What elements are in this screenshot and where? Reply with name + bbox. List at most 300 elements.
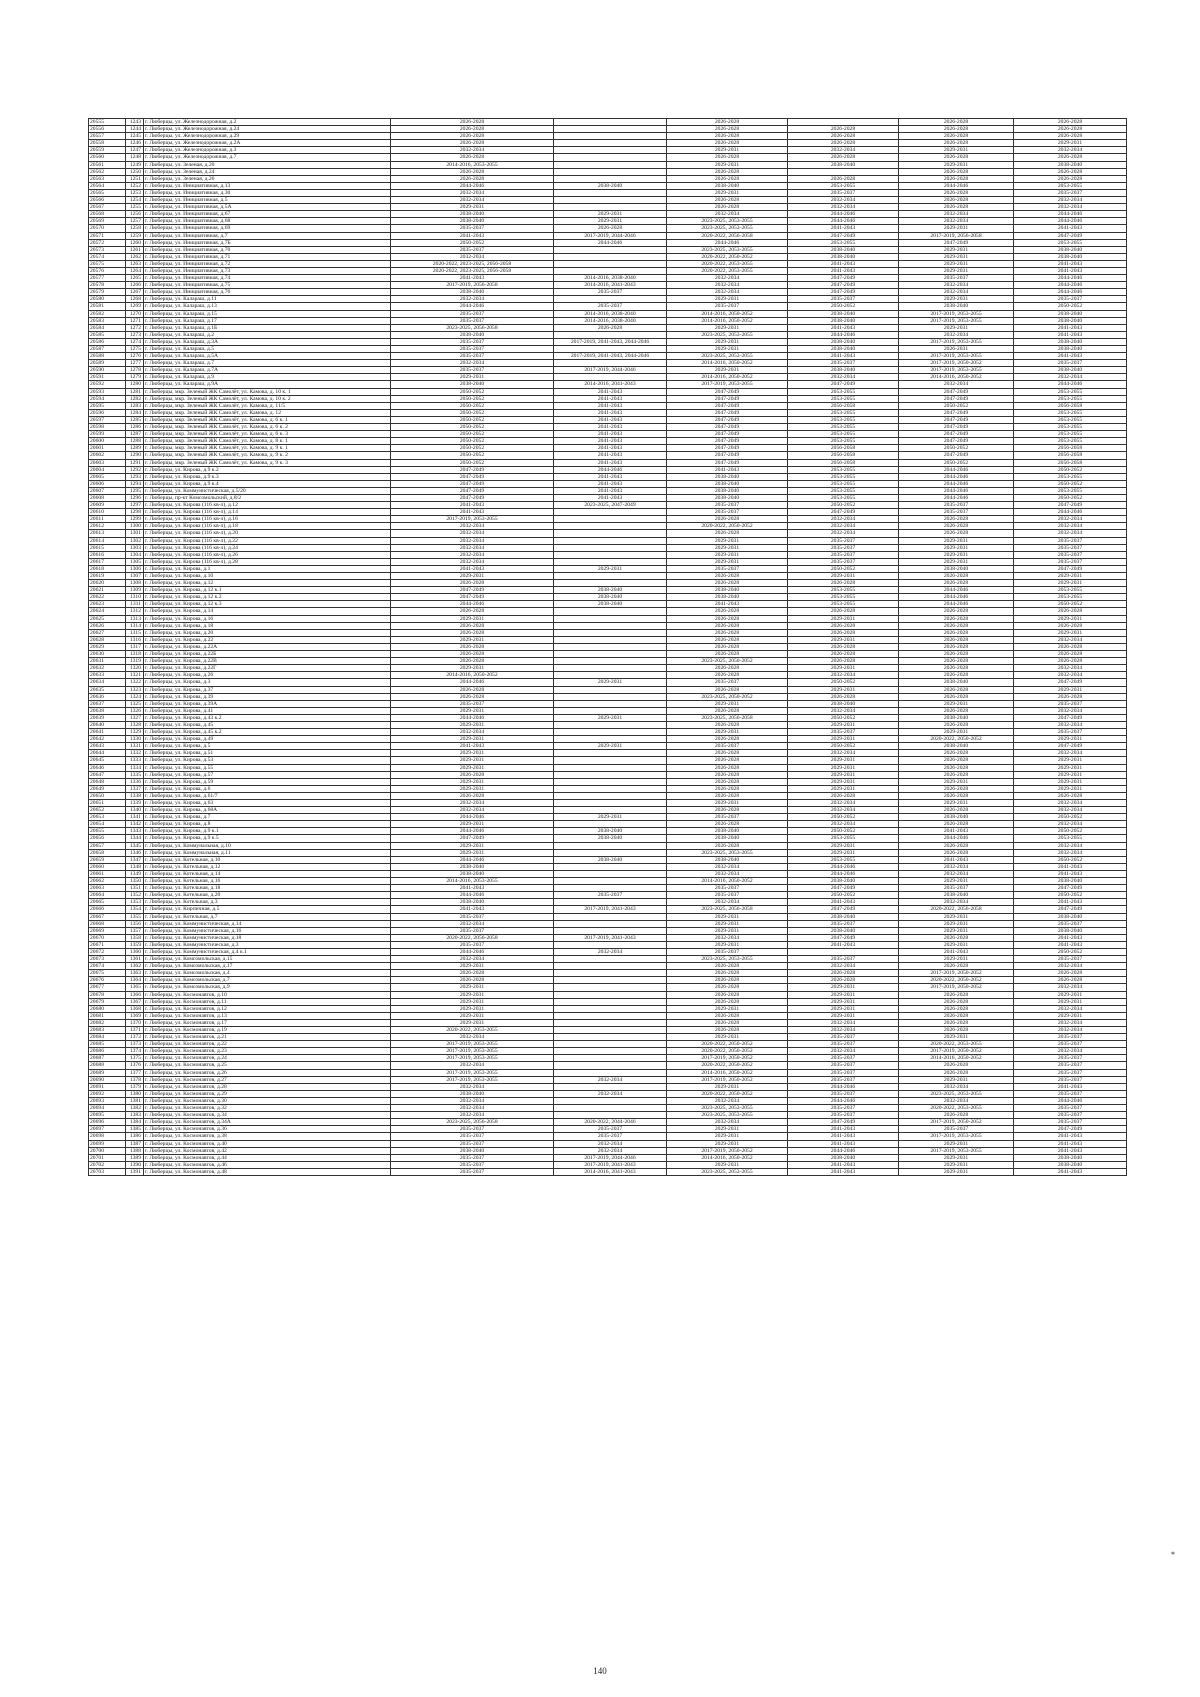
table-cell: 1384 [126,1119,144,1126]
table-row [89,800,1127,807]
table-row [89,253,1127,260]
table-cell: 2050-2052 [1014,814,1127,821]
table-cell: 20564 [89,182,126,189]
table-cell: 2026-2028 [899,998,1014,1005]
table-cell: г. Люберцы, ул. Кирова, д.59 [144,778,391,785]
table-cell [554,168,667,175]
table-cell [554,204,667,211]
table-cell: 20686 [89,1048,126,1055]
table-cell: 1348 [126,863,144,870]
table-cell: 2032-2034 [554,1090,667,1097]
table-cell: 2026-2028 [667,126,788,133]
table-cell: 2023-2025, 2056-2058 [667,906,788,913]
table-cell [554,863,667,870]
table-cell: 2041-2043 [1014,331,1127,338]
table-cell: 2026-2028 [899,175,1014,182]
table-cell: 2041-2043 [667,466,788,473]
table-cell [554,885,667,892]
table-cell: 2032-2034 [1014,807,1127,814]
table-cell: г. Люберцы, ул. Кирова, д.37 [144,686,391,693]
table-cell: 2026-2028 [667,707,788,714]
table-cell: 20633 [89,672,126,679]
table-cell: 2029-2031 [899,551,1014,558]
table-cell: 2029-2031 [391,1005,554,1012]
table-row [89,438,1127,445]
table-cell: 20583 [89,317,126,324]
table-cell: 2029-2031 [788,721,899,728]
table-cell: 2026-2028 [1014,977,1127,984]
table-cell: 1332 [126,750,144,757]
table-cell: 2047-2049 [391,835,554,842]
table-cell: 2026-2028 [391,168,554,175]
table-cell: 2032-2034 [391,729,554,736]
capital-repair-schedule-table [88,118,1127,1176]
table-cell: 1333 [126,757,144,764]
table-cell: г. Люберцы, ул. Кирова, д.68А [144,807,391,814]
table-cell [554,551,667,558]
table-cell: 2038-2040 [1014,913,1127,920]
table-cell: г. Люберцы, ул. Космонавтов, д.44 [144,1154,391,1161]
table-cell: 2050-2052 [788,679,899,686]
table-cell: 2032-2034 [1014,523,1127,530]
table-row [89,672,1127,679]
table-cell: г. Люберцы, ул. Кирова, д.45 [144,721,391,728]
table-cell: 2044-2046 [788,211,899,218]
table-cell: 20571 [89,232,126,239]
table-cell: 1335 [126,771,144,778]
table-cell: 2053-2055 [1014,388,1127,395]
table-cell: 2032-2034 [1014,672,1127,679]
table-cell: 2020-2022, 2050-2052 [667,1062,788,1069]
table-cell: 20570 [89,225,126,232]
table-cell: 2032-2034 [391,189,554,196]
table-cell: 20654 [89,821,126,828]
table-cell: 2029-2031 [391,736,554,743]
table-cell: 2026-2028 [391,580,554,587]
table-cell: г. Люберцы, ул. Кирова, д.5 [144,743,391,750]
table-cell: 2023-2025, 2050-2052 [667,658,788,665]
table-cell: г. Люберцы, ул. Комсомольская, д.17 [144,963,391,970]
table-cell: 2032-2034 [899,1097,1014,1104]
table-cell: 2026-2028 [391,651,554,658]
table-cell: 2032-2034 [788,147,899,154]
table-cell [554,175,667,182]
table-cell: 2032-2034 [667,899,788,906]
table-cell: 2026-2028 [667,672,788,679]
table-cell: 2035-2037 [1014,1069,1127,1076]
table-cell: 2056-2058 [1014,402,1127,409]
table-cell: 2047-2049 [391,473,554,480]
table-cell: 2041-2043 [1014,934,1127,941]
table-cell: г. Люберцы, ул. Кирова, д.7 [144,814,391,821]
table-cell: 20572 [89,239,126,246]
table-cell: 1306 [126,565,144,572]
table-cell: 2029-2031 [899,558,1014,565]
table-cell: 2026-2028 [899,1027,1014,1034]
table-cell [554,253,667,260]
table-cell: 1286 [126,424,144,431]
table-cell: 20689 [89,1069,126,1076]
table-cell: 20678 [89,991,126,998]
table-cell: г. Люберцы, ул. Кирова, д.12 к.3 [144,601,391,608]
table-cell: 2053-2055 [1014,587,1127,594]
table-cell: 1367 [126,998,144,1005]
table-cell: 2026-2028 [788,658,899,665]
table-cell: 2029-2031 [554,743,667,750]
table-cell: 2032-2034 [899,863,1014,870]
table-cell: 2032-2034 [554,948,667,955]
table-cell: г. Люберцы, ул. Инициативная, д.7Б [144,239,391,246]
table-cell: г. Люберцы, ул. Космонавтов, д.29 [144,1090,391,1097]
table-cell: 2032-2034 [788,204,899,211]
table-cell: 2026-2028 [1014,154,1127,161]
table-cell: 2041-2043 [554,416,667,423]
table-cell: 2029-2031 [788,636,899,643]
table-cell: 2053-2055 [788,395,899,402]
table-row [89,189,1127,196]
table-cell: 2029-2031 [899,1168,1014,1175]
table-cell: 2026-2028 [899,615,1014,622]
table-cell: г. Люберцы, ул. Кирова, д.9 к.4 [144,480,391,487]
table-cell: 1281 [126,388,144,395]
table-row [89,707,1127,714]
table-cell: 2038-2040 [788,878,899,885]
table-cell: 2026-2028 [899,1019,1014,1026]
table-cell: г. Люберцы, ул. Кирова, д.26 [144,672,391,679]
table-cell: 1342 [126,821,144,828]
table-cell: 2038-2040 [1014,1154,1127,1161]
table-cell: 20648 [89,778,126,785]
table-cell: 2038-2040 [788,338,899,345]
table-cell: 2056-2058 [788,445,899,452]
table-cell: 2029-2031 [1014,998,1127,1005]
table-row [89,1126,1127,1133]
table-cell: 2050-2052 [788,828,899,835]
table-cell: 20677 [89,984,126,991]
table-cell: 2017-2019, 2053-2055 [391,516,554,523]
table-cell: 2032-2034 [667,282,788,289]
table-cell: 2023-2025, 2050-2052 [667,693,788,700]
table-row [89,509,1127,516]
table-cell: 2014-2016, 2050-2052 [667,1154,788,1161]
table-cell: г. Люберцы, ул. Кирова, д.12 к.1 [144,587,391,594]
table-row [89,565,1127,572]
table-row [89,267,1127,274]
table-cell [554,1005,667,1012]
table-cell: 20660 [89,863,126,870]
table-cell: 2029-2031 [667,941,788,948]
table-cell: 2041-2043 [1014,225,1127,232]
table-cell: 2026-2028 [899,807,1014,814]
table-row [89,502,1127,509]
table-cell: г. Люберцы, ул. Инициативная, д.68 [144,218,391,225]
table-cell: 2026-2028 [391,629,554,636]
table-cell [554,842,667,849]
table-cell: 20577 [89,275,126,282]
table-cell: 20565 [89,189,126,196]
table-cell: 2047-2049 [1014,679,1127,686]
table-cell: 2026-2028 [667,665,788,672]
table-cell: 2032-2034 [788,530,899,537]
table-cell: 2035-2037 [391,338,554,345]
table-cell: 2026-2028 [667,643,788,650]
table-cell: 2026-2028 [667,785,788,792]
table-cell: г. Люберцы, ул. Калараш, д.7 [144,360,391,367]
table-cell: 1299 [126,516,144,523]
table-cell [554,1041,667,1048]
table-cell: г. Люберцы, ул. Инициативная, д.67 [144,211,391,218]
table-cell [554,615,667,622]
table-cell: 2035-2037 [391,1154,554,1161]
table-cell: 1303 [126,544,144,551]
table-cell: 2032-2034 [391,523,554,530]
table-cell: 20679 [89,998,126,1005]
table-cell: 20636 [89,693,126,700]
table-cell: 1359 [126,941,144,948]
table-cell: 2029-2031 [391,963,554,970]
table-cell: г. Люберцы, ул. Кирова, д.43 к.2 [144,714,391,721]
table-cell: 2017-2019, 2053-2055 [391,1048,554,1055]
table-cell: 2029-2031 [667,147,788,154]
table-cell: 2035-2037 [1014,544,1127,551]
table-cell: 20557 [89,133,126,140]
table-cell: 2032-2034 [391,537,554,544]
table-row [89,119,1127,126]
table-cell: 2038-2040 [1014,927,1127,934]
table-cell: 20618 [89,565,126,572]
table-cell: 2017-2019, 2044-2046 [554,1154,667,1161]
table-cell: 20568 [89,211,126,218]
table-cell: 1257 [126,218,144,225]
table-cell: 2041-2043 [788,899,899,906]
table-cell: 2026-2028 [667,140,788,147]
table-cell: 2026-2028 [391,140,554,147]
table-cell: 1349 [126,870,144,877]
table-cell: 2026-2028 [1014,970,1127,977]
table-cell: 2032-2034 [391,296,554,303]
table-cell: 20578 [89,282,126,289]
table-cell [554,878,667,885]
table-cell: 2029-2031 [667,1083,788,1090]
table-cell: 2029-2031 [667,1034,788,1041]
table-cell: 2017-2019, 2050-2052 [667,1076,788,1083]
table-cell: 2044-2046 [554,466,667,473]
table-row [89,636,1127,643]
table-cell: 2014-2016, 2050-2052 [667,1069,788,1076]
table-cell: 2044-2046 [391,814,554,821]
table-cell: 2017-2019, 2053-2055 [391,1076,554,1083]
table-cell: 2032-2034 [1014,721,1127,728]
table-cell: 1300 [126,523,144,530]
table-cell: 20558 [89,140,126,147]
table-row [89,239,1127,246]
table-cell [554,956,667,963]
table-cell: г. Люберцы, ул. Космонавтов, д.21 [144,1034,391,1041]
table-cell: 2041-2043 [391,743,554,750]
table-cell: 2050-2052 [391,452,554,459]
table-cell: 1324 [126,693,144,700]
table-cell: г. Люберцы, ул. Инициативная, д.74 [144,275,391,282]
table-cell: 2047-2049 [899,438,1014,445]
table-cell: 2029-2031 [899,941,1014,948]
table-cell: г. Люберцы, ул. Кирова, д.1 [144,565,391,572]
table-row [89,1062,1127,1069]
table-cell: 1288 [126,438,144,445]
table-cell: 1340 [126,807,144,814]
table-cell: 2044-2046 [899,835,1014,842]
table-cell: 2029-2031 [788,686,899,693]
table-cell: 20659 [89,856,126,863]
table-row [89,516,1127,523]
table-cell: г. Люберцы, ул. Железнодорожная, д.29 [144,133,391,140]
table-cell: 2053-2055 [788,409,899,416]
table-cell: 2017-2019, 2050-2052 [899,970,1014,977]
table-cell: 20703 [89,1168,126,1175]
table-cell: г. Люберцы, ул. Кирова (116 кв-л), д.20 [144,530,391,537]
table-row [89,913,1127,920]
table-cell: 1253 [126,189,144,196]
table-cell [554,523,667,530]
table-cell [554,1112,667,1119]
table-cell: 2026-2028 [667,629,788,636]
table-cell: 2038-2040 [788,367,899,374]
table-cell [554,658,667,665]
table-cell: 2020-2022, 2050-2052 [899,977,1014,984]
table-row [89,303,1127,310]
table-cell: 1308 [126,580,144,587]
table-cell: 2032-2034 [899,211,1014,218]
table-cell: г. Люберцы, ул. Кирова, д.8 [144,821,391,828]
table-row [89,963,1127,970]
table-cell: 2026-2028 [899,658,1014,665]
table-cell: 2044-2046 [1014,275,1127,282]
table-cell: г. Люберцы, ул. Кирова, д.39 [144,693,391,700]
table-cell: 2050-2052 [788,303,899,310]
table-cell: 2032-2034 [788,750,899,757]
table-cell: 20657 [89,842,126,849]
table-cell: 2044-2046 [788,1097,899,1104]
table-cell: 2020-2022, 2053-2055 [391,1027,554,1034]
table-cell: 2029-2031 [899,878,1014,885]
table-cell: 1365 [126,984,144,991]
table-cell: г. Люберцы, ул. Кирова, д.51 [144,750,391,757]
table-cell: 2026-2028 [1014,693,1127,700]
table-cell: 2026-2028 [1014,608,1127,615]
table-cell: 1388 [126,1147,144,1154]
table-row [89,792,1127,799]
table-cell: 1364 [126,977,144,984]
table-cell: 2029-2031 [667,189,788,196]
table-cell: 2029-2031 [391,757,554,764]
table-cell: 2035-2037 [788,956,899,963]
table-cell: 2035-2037 [667,892,788,899]
table-cell: 1289 [126,445,144,452]
table-cell: 2035-2037 [1014,1090,1127,1097]
table-cell: 2044-2046 [1014,509,1127,516]
table-row [89,580,1127,587]
table-cell: 2029-2031 [1014,785,1127,792]
table-cell: 2029-2031 [554,679,667,686]
table-cell: 20638 [89,707,126,714]
table-row [89,331,1127,338]
table-cell: 20582 [89,310,126,317]
table-cell: 2026-2028 [899,154,1014,161]
table-cell: 2020-2022, 2050-2052 [667,1041,788,1048]
table-cell: 2020-2022, 2056-2058 [667,232,788,239]
table-cell: г. Люберцы, ул. Кирова, д.61/7 [144,792,391,799]
table-cell: г. Люберцы, ул. Комсомольская, д.9 [144,984,391,991]
table-cell: 2041-2043 [554,473,667,480]
table-row [89,1133,1127,1140]
table-cell: 2032-2034 [1014,963,1127,970]
table-cell [554,785,667,792]
table-cell [554,750,667,757]
table-row [89,1147,1127,1154]
table-cell: 2047-2049 [1014,714,1127,721]
table-cell: 20688 [89,1062,126,1069]
table-cell [554,119,667,126]
table-cell: 1385 [126,1126,144,1133]
table-cell: 2017-2019, 2050-2052 [667,1055,788,1062]
table-cell: 2053-2055 [788,416,899,423]
table-cell: 2026-2028 [667,736,788,743]
table-cell: г. Люберцы, ул. Железнодорожная, д.7 [144,154,391,161]
table-cell: 2047-2049 [899,239,1014,246]
table-cell: 1327 [126,714,144,721]
table-cell: 2026-2028 [899,516,1014,523]
table-cell: 2038-2040 [899,743,1014,750]
table-cell: 1383 [126,1112,144,1119]
table-cell: 2029-2031 [899,161,1014,168]
table-row [89,948,1127,955]
table-cell: 2053-2055 [788,431,899,438]
table-cell: 2041-2043 [1014,1147,1127,1154]
table-cell: 2032-2034 [899,331,1014,338]
table-row [89,573,1127,580]
table-cell: 2047-2049 [667,452,788,459]
table-cell: 2026-2028 [554,225,667,232]
table-cell: 2029-2031 [391,707,554,714]
table-cell: 2026-2028 [899,1062,1014,1069]
table-cell: 2050-2052 [391,416,554,423]
table-cell: 2047-2049 [391,487,554,494]
table-cell: 2044-2046 [899,494,1014,501]
table-cell: 2026-2028 [667,771,788,778]
table-cell [554,849,667,856]
table-cell: 2026-2028 [667,1027,788,1034]
table-cell: 1334 [126,764,144,771]
table-cell: 2026-2028 [788,175,899,182]
table-cell: 2041-2043 [554,438,667,445]
table-cell: 1319 [126,658,144,665]
table-cell: 2029-2031 [391,842,554,849]
table-cell: 20566 [89,197,126,204]
table-cell: 2041-2043 [788,225,899,232]
table-cell: 2035-2037 [788,1041,899,1048]
table-cell: 2029-2031 [1014,1012,1127,1019]
table-cell: 2056-2058 [1014,459,1127,466]
table-cell: 20596 [89,409,126,416]
table-row [89,899,1127,906]
table-cell: 1358 [126,934,144,941]
table-cell: 2032-2034 [899,870,1014,877]
table-cell: г. Люберцы, ул. Кирова, д.39А [144,700,391,707]
table-row [89,494,1127,501]
table-cell: 2032-2034 [788,807,899,814]
table-cell: 2029-2031 [899,324,1014,331]
table-row [89,608,1127,615]
table-row [89,161,1127,168]
